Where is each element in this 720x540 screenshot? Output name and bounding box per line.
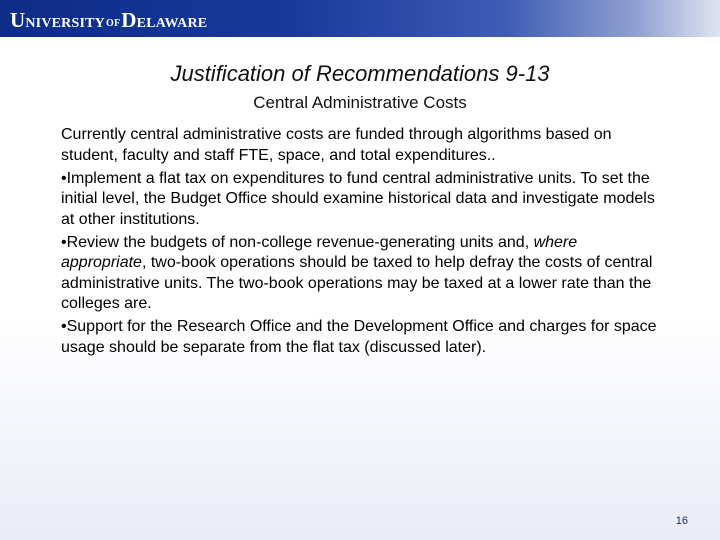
bullet-review-budgets-text-end: , two-book operations should be taxed to help defray the costs of central administrative units. The two-book operations may be taxed at a lower rate than the colleges are. — [61, 254, 653, 312]
bullet-review-budgets-emphasis: where appropriate — [61, 233, 578, 271]
slide-body — [61, 125, 661, 361]
logo-delaware-rest: ELAWARE — [136, 16, 208, 31]
university-logo — [10, 8, 207, 33]
intro-paragraph: Currently central administrative costs are funded through algorithms based on student, faculty and staff FTE, space, and total expenditures.. — [61, 126, 612, 164]
page-number: 16 — [675, 515, 688, 527]
bullet-review-budgets — [61, 233, 661, 315]
slide-content — [0, 37, 720, 540]
slide-subtitle: Central Administrative Costs — [253, 93, 467, 112]
bullet-flat-tax: •Implement a flat tax on expenditures to fund central administrative units. To set the initial level, the Budget Office should examine historical data and investigate models at other institutions. — [61, 169, 655, 228]
logo-delaware-initial: D — [121, 8, 137, 32]
bullet-research-development: •Support for the Research Office and the Development Office and charges for space usage should be separate from the flat tax (discussed later). — [61, 318, 657, 356]
header-banner — [0, 0, 720, 37]
slide-title: Justification of Recommendations 9-13 — [170, 61, 550, 86]
logo-of: OF — [105, 18, 121, 29]
bullet-review-budgets-text-start: •Review the budgets of non-college revenue-generating units and, — [61, 233, 534, 251]
logo-university-rest: NIVERSITY — [25, 16, 105, 31]
logo-university-initial: U — [10, 8, 26, 32]
